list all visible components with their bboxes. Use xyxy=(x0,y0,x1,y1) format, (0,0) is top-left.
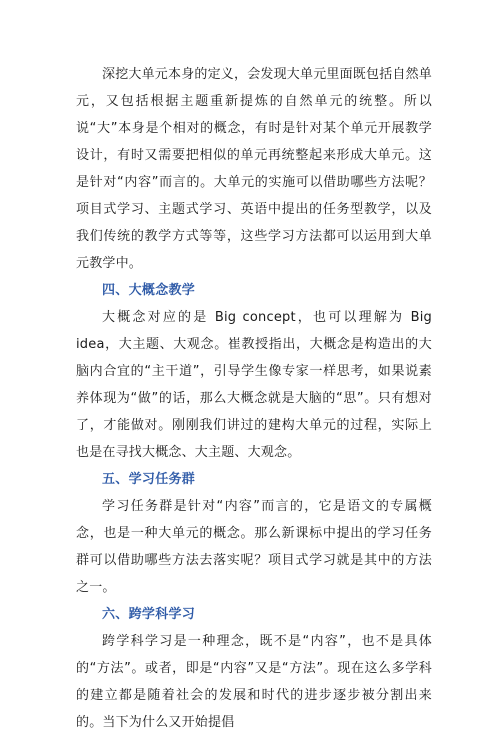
paragraph-task-groups: 学习任务群是针对“内容”而言的，它是语文的专属概念，也是一种大单元的概念。那么新课标中提出的学习任务群可以借助哪些方法去落实呢？项目式学习就是其中的方法之一。 xyxy=(76,499,432,595)
document-body xyxy=(76,61,432,736)
section-heading-interdisciplinary: 六、跨学科学习 xyxy=(102,607,196,622)
section-heading-big-concept: 四、大概念教学 xyxy=(102,283,196,298)
paragraph-big-concept: 大概念对应的是 Big concept，也可以理解为 Big idea，大主题、大观念。崔教授指出，大概念是构造出的大脑内合宜的“主干道”，引导学生像专家一样思考，如果说素养体现为“做”的话，那么大概念就是大脑的“思”。只有想对了，才能做对。刚刚我们讲过的建构大单元的过程，实际上也是在寻找大概念、大主题、大观念。 xyxy=(76,310,432,460)
paragraph-big-unit-definition: 深挖大单元本身的定义，会发现大单元里面既包括自然单元，又包括根据主题重新提炼的自然单元的统整。所以说“大”本身是个相对的概念，有时是针对某个单元开展教学设计，有时又需要把相似的单元再统整起来形成大单元。这是针对“内容”而言的。大单元的实施可以借助哪些方法呢？项目式学习、主题式学习、英语中提出的任务型教学，以及我们传统的教学方式等等，这些学习方法都可以运用到大单元教学中。 xyxy=(76,67,433,271)
section-heading-task-groups: 五、学习任务群 xyxy=(102,472,196,487)
paragraph-interdisciplinary: 跨学科学习是一种理念，既不是“内容”，也不是具体的“方法”。或者，即是“内容”又是“方法”。现在这么多学科的建立都是随着社会的发展和时代的进步逐步被分割出来的。当下为什么又开始提倡 xyxy=(76,634,432,730)
